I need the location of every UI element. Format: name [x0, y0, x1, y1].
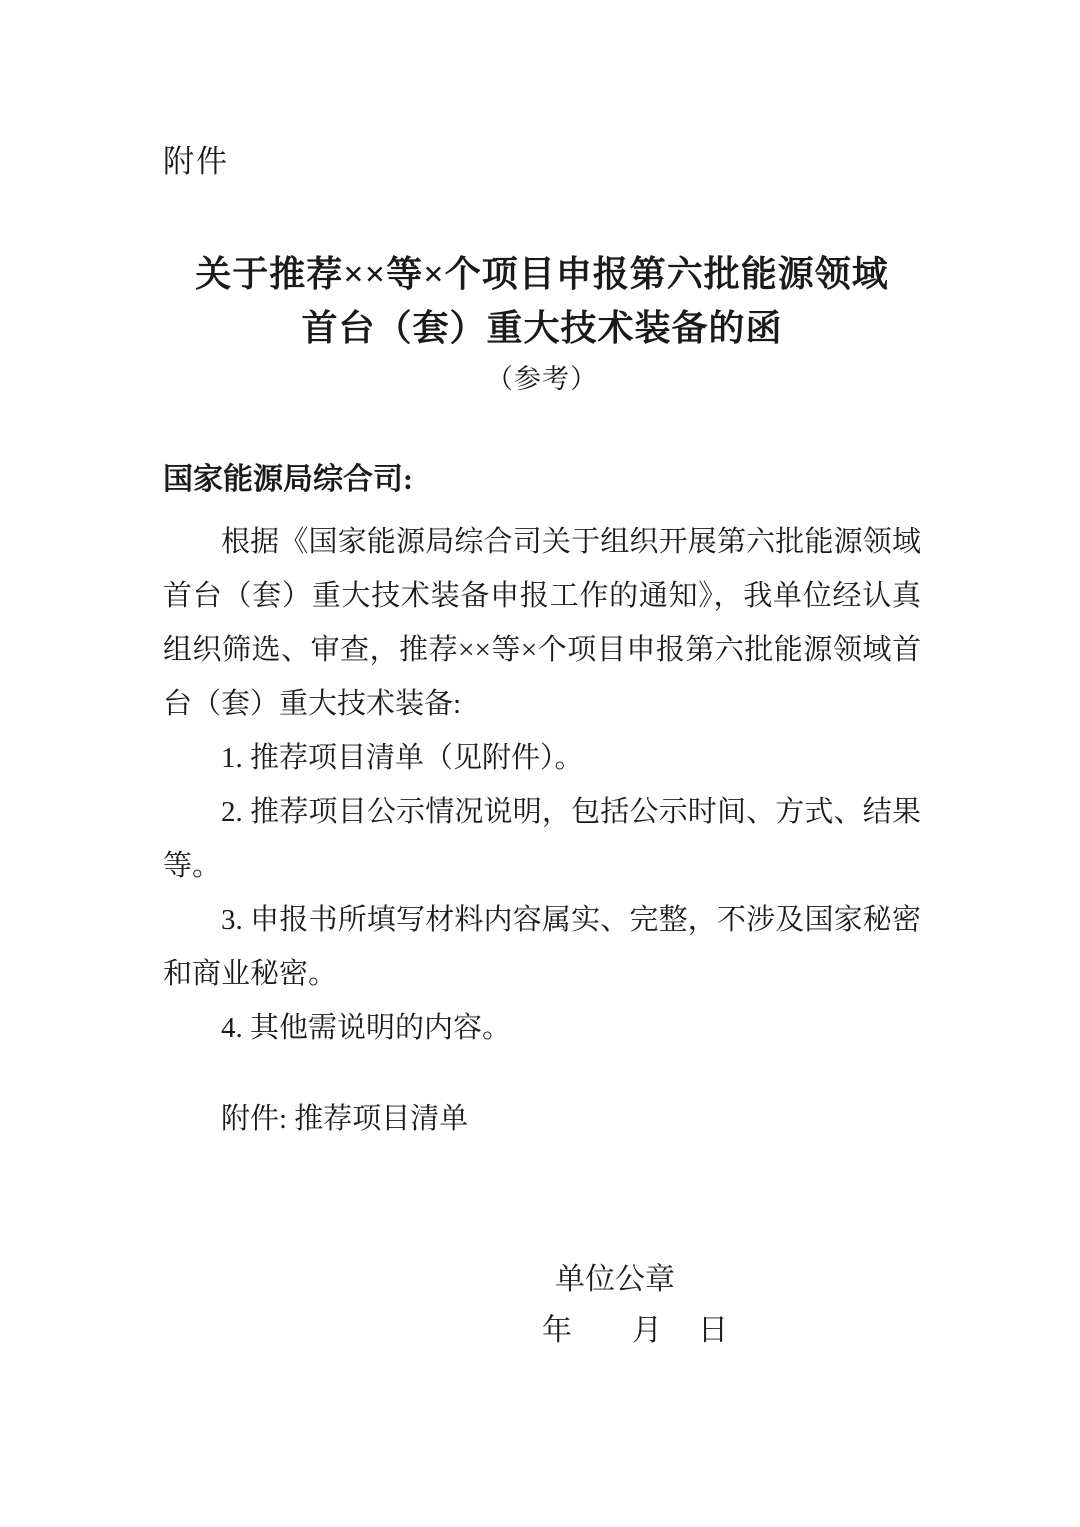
list-item-3: 3. 申报书所填写材料内容属实、完整，不涉及国家秘密和商业秘密。 [163, 904, 921, 990]
list-item-4: 4. 其他需说明的内容。 [221, 1012, 512, 1044]
letter-body [163, 515, 921, 1055]
document-title-line2: 首台（套）重大技术装备的函 [301, 308, 783, 348]
date-year-label: 年 [542, 1314, 572, 1347]
list-item-2: 2. 推荐项目公示情况说明，包括公示时间、方式、结果等。 [163, 796, 921, 882]
list-item-1: 1. 推荐项目清单（见附件）。 [221, 742, 584, 774]
date-line [542, 1313, 728, 1349]
title-reference-note: （参考） [486, 364, 598, 394]
date-month-label: 月 [632, 1314, 662, 1347]
attachment-note: 附件: 推荐项目清单 [221, 1103, 469, 1135]
title-block [163, 247, 921, 399]
attachment-label: 附件 [163, 144, 229, 179]
document-title-line1: 关于推荐××等×个项目申报第六批能源领域 [195, 254, 889, 294]
seal-label: 单位公章 [555, 1263, 675, 1296]
date-day-label: 日 [698, 1314, 728, 1347]
intro-paragraph: 根据《国家能源局综合司关于组织开展第六批能源领域首台（套）重大技术装备申报工作的通知》，我单位经认真组织筛选、审查，推荐××等×个项目申报第六批能源领域首台（套）重大技术装备: [163, 526, 921, 720]
addressee: 国家能源局综合司: [163, 463, 413, 496]
